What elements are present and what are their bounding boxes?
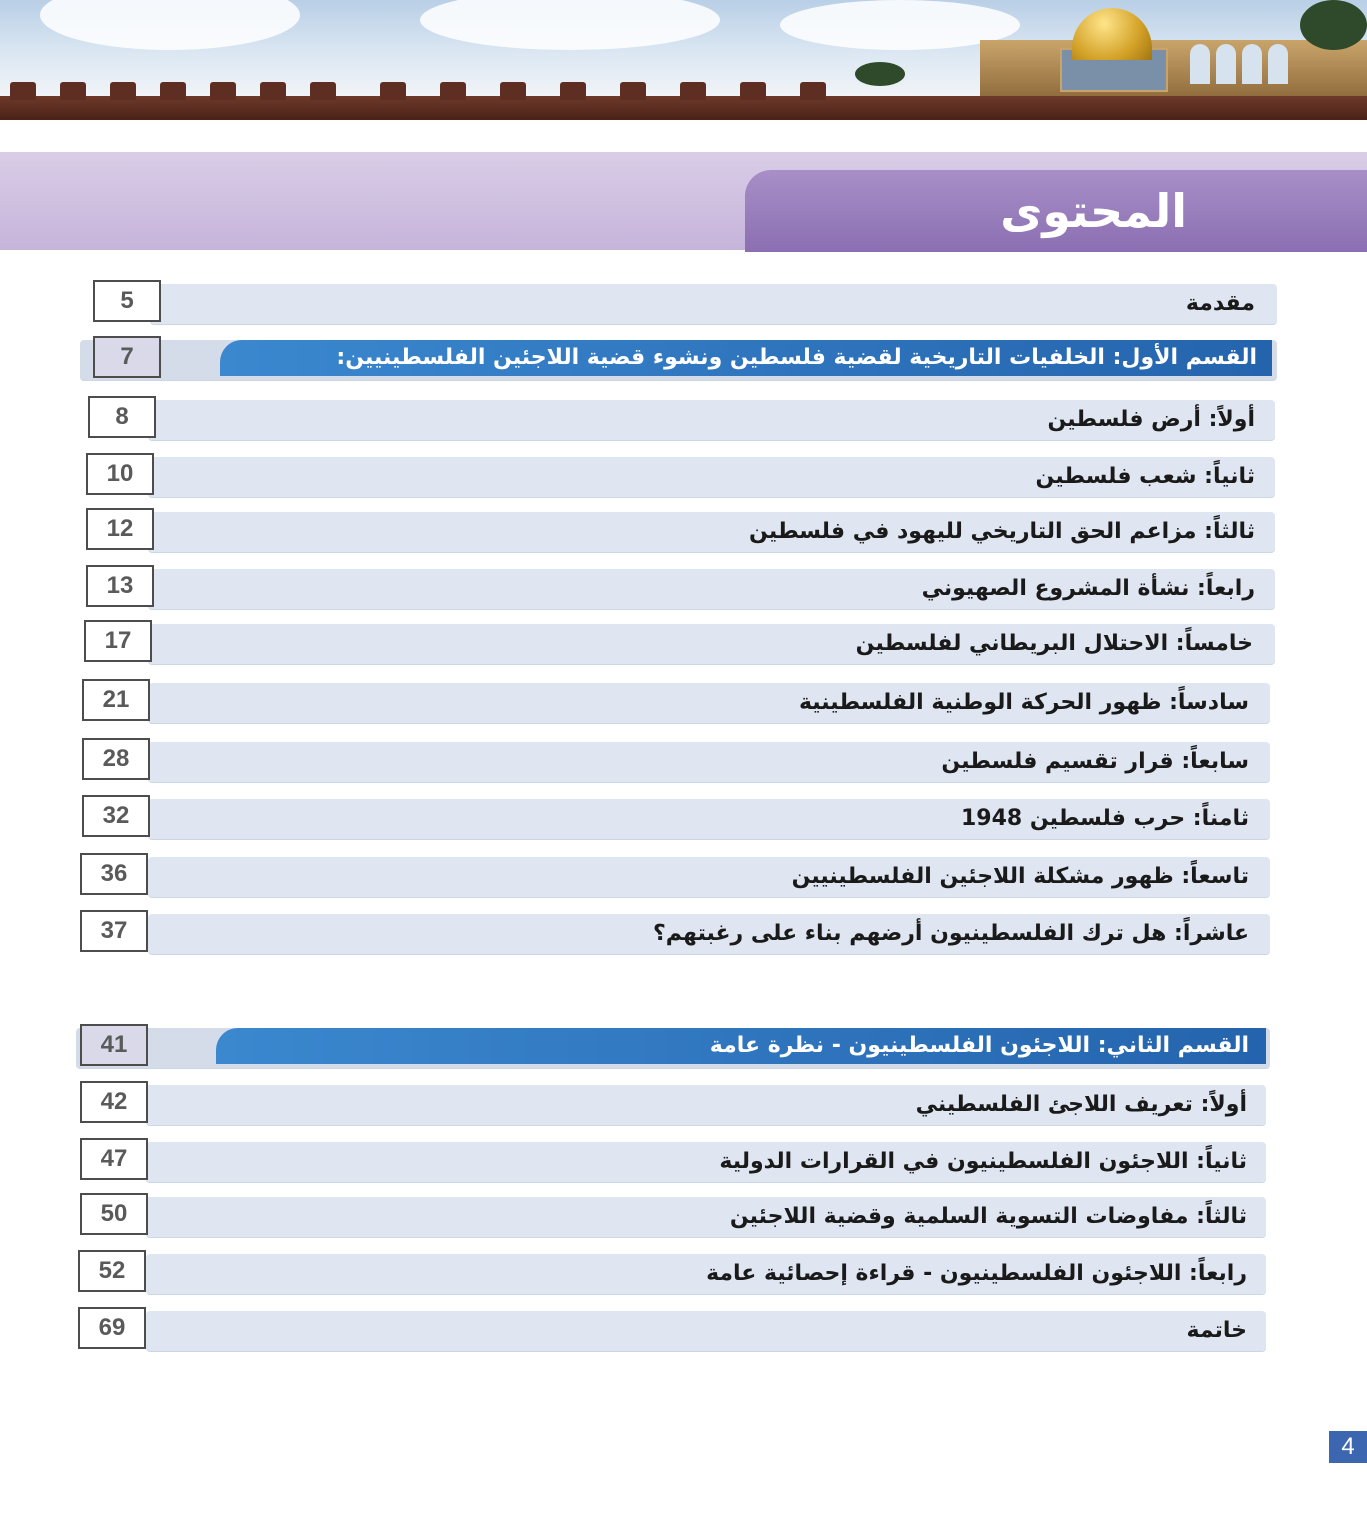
merlon xyxy=(560,82,586,100)
header-banner xyxy=(0,0,1367,125)
toc-page-number: 7 xyxy=(93,336,161,378)
page-number-badge: 4 xyxy=(1329,1431,1367,1463)
toc-section-row[interactable] xyxy=(0,336,1367,384)
toc-row[interactable] xyxy=(0,1138,1367,1186)
toc-row[interactable] xyxy=(0,1193,1367,1241)
toc-page-number: 69 xyxy=(78,1307,146,1349)
palm-tree-icon xyxy=(1300,0,1367,50)
merlon xyxy=(800,82,826,100)
toc-page-number: 37 xyxy=(80,910,148,952)
toc-label: سابعاً: قرار تقسيم فلسطين xyxy=(941,749,1249,774)
merlon xyxy=(60,82,86,100)
toc-page-number: 42 xyxy=(80,1081,148,1123)
merlon xyxy=(210,82,236,100)
toc-page-number: 12 xyxy=(86,508,154,550)
toc-label: رابعاً: نشأة المشروع الصهيوني xyxy=(921,576,1255,601)
toc-row[interactable] xyxy=(0,280,1367,328)
toc-row[interactable] xyxy=(0,738,1367,786)
toc-label: خاتمة xyxy=(1186,1318,1247,1343)
toc-page-number: 41 xyxy=(80,1024,148,1066)
toc-page-number: 50 xyxy=(80,1193,148,1235)
toc-page-number: 17 xyxy=(84,620,152,662)
toc-page-number: 13 xyxy=(86,565,154,607)
toc-section-row[interactable] xyxy=(0,1024,1367,1072)
toc-page-number: 32 xyxy=(82,795,150,837)
arch xyxy=(1190,44,1210,84)
merlon xyxy=(500,82,526,100)
toc-label: ثانياً: اللاجئون الفلسطينيون في القرارات الدولية xyxy=(719,1149,1247,1174)
toc-row[interactable] xyxy=(0,1250,1367,1298)
merlon xyxy=(740,82,766,100)
palm-tree-icon xyxy=(855,62,905,86)
toc-label: رابعاً: اللاجئون الفلسطينيون - قراءة إحصائية عامة xyxy=(706,1261,1247,1286)
merlon xyxy=(310,82,336,100)
toc-label: تاسعاً: ظهور مشكلة اللاجئين الفلسطينيين xyxy=(791,864,1249,889)
toc-row[interactable] xyxy=(0,565,1367,613)
toc-row[interactable] xyxy=(0,508,1367,556)
toc-label: سادساً: ظهور الحركة الوطنية الفلسطينية xyxy=(798,690,1249,715)
toc-page-number: 10 xyxy=(86,453,154,495)
old-city-wall xyxy=(980,40,1367,100)
toc-label: ثامناً: حرب فلسطين 1948 xyxy=(960,806,1249,831)
merlon xyxy=(10,82,36,100)
dome-of-the-rock-icon xyxy=(1072,8,1152,60)
toc-row[interactable] xyxy=(0,910,1367,958)
toc-label: عاشراً: هل ترك الفلسطينيون أرضهم بناء على رغبتهم؟ xyxy=(653,921,1249,946)
toc-row[interactable] xyxy=(0,620,1367,668)
merlon xyxy=(110,82,136,100)
toc-page-number: 47 xyxy=(80,1138,148,1180)
page-title: المحتوى xyxy=(1000,184,1187,238)
toc-label: مقدمة xyxy=(1185,291,1255,316)
arch xyxy=(1242,44,1262,84)
toc-label: ثالثاً: مزاعم الحق التاريخي لليهود في فلسطين xyxy=(749,519,1255,544)
merlon xyxy=(680,82,706,100)
toc-label: أولاً: أرض فلسطين xyxy=(1047,407,1255,432)
toc-row[interactable] xyxy=(0,1081,1367,1129)
toc-page-number: 28 xyxy=(82,738,150,780)
cloud xyxy=(420,0,720,50)
toc-row[interactable] xyxy=(0,1307,1367,1355)
cloud xyxy=(40,0,300,50)
merlon xyxy=(160,82,186,100)
toc-row[interactable] xyxy=(0,453,1367,501)
toc-row[interactable] xyxy=(0,795,1367,843)
merlon xyxy=(440,82,466,100)
toc-label: أولاً: تعريف اللاجئ الفلسطيني xyxy=(915,1092,1247,1117)
toc-row[interactable] xyxy=(0,679,1367,727)
toc-row[interactable] xyxy=(0,396,1367,444)
toc-page-number: 21 xyxy=(82,679,150,721)
merlon xyxy=(260,82,286,100)
toc-page-number: 5 xyxy=(93,280,161,322)
toc-section-label: القسم الأول: الخلفيات التاريخية لقضية فلسطين ونشوء قضية اللاجئين الفلسطينيين: xyxy=(336,345,1257,370)
toc-page-number: 8 xyxy=(88,396,156,438)
toc-page-number: 52 xyxy=(78,1250,146,1292)
arch xyxy=(1268,44,1288,84)
merlon xyxy=(380,82,406,100)
toc-label: خامساً: الاحتلال البريطاني لفلسطين xyxy=(855,631,1253,656)
merlon xyxy=(620,82,646,100)
toc-page-number: 36 xyxy=(80,853,148,895)
arch xyxy=(1216,44,1236,84)
toc-row[interactable] xyxy=(0,853,1367,901)
toc-section-label: القسم الثاني: اللاجئون الفلسطينيون - نظرة عامة xyxy=(709,1033,1249,1058)
toc-label: ثالثاً: مفاوضات التسوية السلمية وقضية اللاجئين xyxy=(729,1204,1247,1229)
toc-label: ثانياً: شعب فلسطين xyxy=(1035,464,1255,489)
